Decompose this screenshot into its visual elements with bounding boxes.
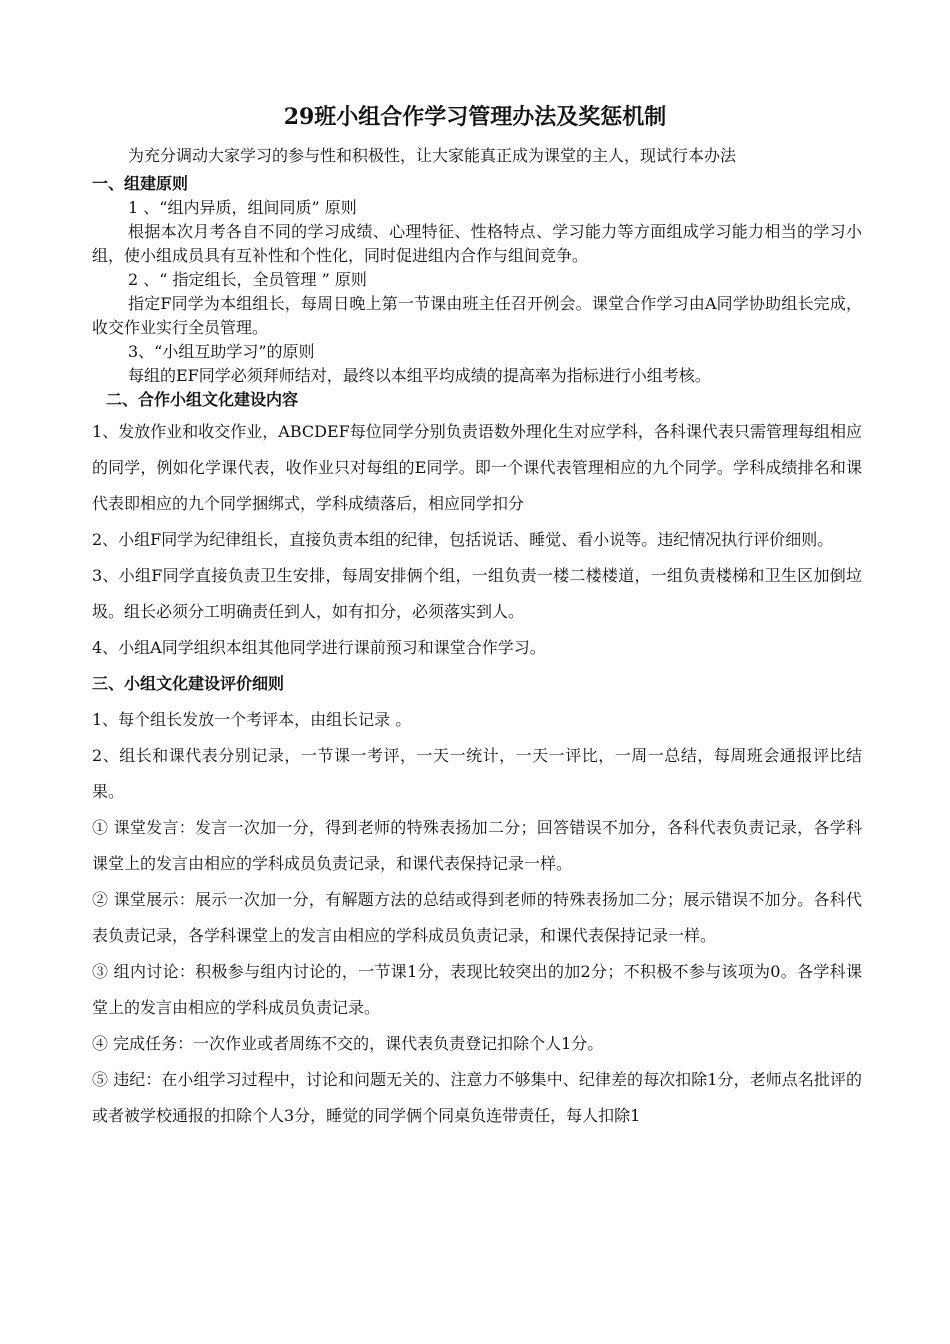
section1-para-3: 每组的EF同学必须拜师结对，最终以本组平均成绩的提高率为指标进行小组考核。 (128, 366, 711, 385)
section2-item-2: 2、小组F同学为纪律组长，直接负责本组的纪律，包括说话、睡觉、看小说等。违纪情况执行评价细则。 (92, 530, 834, 549)
section1-heading: 一、组建原则 (92, 174, 189, 193)
section1-sub-2: 2 、“ 指定组长，全员管理 ” 原则 (128, 270, 367, 289)
section3-item-1: 1、每个组长发放一个考评本，由组长记录 。 (92, 710, 412, 729)
section2-item-3: 3、小组F同学直接负责卫生安排，每周安排俩个组，一组负责一楼二楼楼道，一组负责楼梯和卫生区加倒垃圾。组长必须分工明确责任到人，如有扣分，必须落实到人。 (92, 566, 862, 621)
section3-heading: 三、小组文化建设评价细则 (92, 674, 285, 693)
section2-item-4: 4、小组A同学组织本组其他同学进行课前预习和课堂合作学习。 (92, 638, 546, 657)
section3-item-5: ③ 组内讨论：积极参与组内讨论的，一节课1分，表现比较突出的加2分；不积极不参与该项为0。各学科课堂上的发言由相应的学科成员负责记录。 (92, 962, 862, 1017)
section3-item-2: 2、组长和课代表分别记录，一节课一考评，一天一统计，一天一评比，一周一总结，每周班会通报评比结果。 (92, 746, 862, 801)
section3-item-4: ② 课堂展示：展示一次加一分，有解题方法的总结或得到老师的特殊表扬加二分；展示错误不加分。各科代表负责记录，各学科课堂上的发言由相应的学科成员负责记录，和课代表保持记录一样。 (92, 890, 862, 945)
document-title: 29班小组合作学习管理办法及奖惩机制 (283, 104, 667, 130)
section1-para-1: 根据本次月考各自不同的学习成绩、心理特征、性格特点、学习能力等方面组成学习能力相当的学习小组，使小组成员具有互补性和个性化，同时促进组内合作与组间竞争。 (92, 222, 862, 265)
section3-item-3: ① 课堂发言：发言一次加一分，得到老师的特殊表扬加二分；回答错误不加分，各科代表负责记录，各学科课堂上的发言由相应的学科成员负责记录，和课代表保持记录一样。 (92, 818, 862, 873)
section1-para-2: 指定F同学为本组组长，每周日晚上第一节课由班主任召开例会。课堂合作学习由A同学协助组长完成，收交作业实行全员管理。 (92, 294, 862, 337)
section2-heading: 二、合作小组文化建设内容 (106, 390, 299, 409)
section3-item-6: ④ 完成任务：一次作业或者周练不交的，课代表负责登记扣除个人1分。 (92, 1034, 604, 1053)
document-body (92, 144, 862, 1134)
section1-sub-3: 3、“小组互助学习”的原则 (128, 342, 315, 361)
section3-item-7: ⑤ 违纪：在小组学习过程中，讨论和问题无关的、注意力不够集中、纪律差的每次扣除1分，老师点名批评的或者被学校通报的扣除个人3分，睡觉的同学俩个同桌负连带责任，每人扣除1 (92, 1070, 862, 1125)
intro-paragraph: 为充分调动大家学习的参与性和积极性，让大家能真正成为课堂的主人，现试行本办法 (128, 146, 737, 165)
section2-item-1: 1、发放作业和收交作业，ABCDEF每位同学分别负责语数外理化生对应学科，各科课代表只需管理每组相应的同学，例如化学课代表，收作业只对每组的E同学。即一个课代表管理相应的九个同学。学科成绩排名和课代表即相应的九个同学捆绑式，学科成绩落后，相应同学扣分 (92, 422, 862, 513)
section1-sub-1: 1 、“组内异质，组间同质” 原则 (128, 198, 357, 217)
